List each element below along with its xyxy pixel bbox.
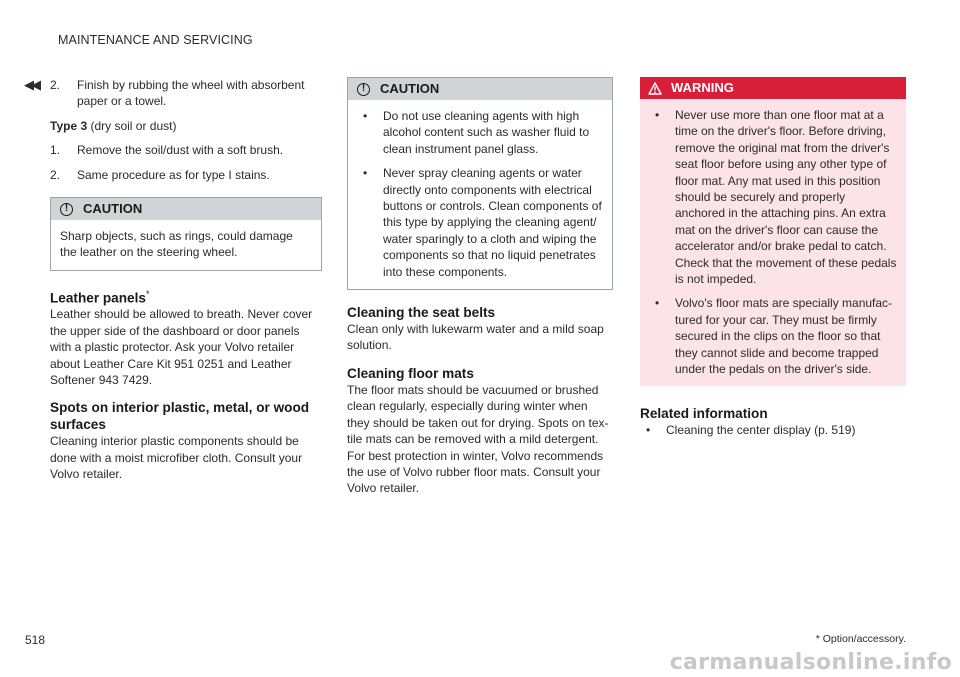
caution-icon: ! xyxy=(357,83,370,96)
bullet-dot: • xyxy=(646,422,651,437)
bullet-dot: • xyxy=(655,296,660,311)
option-asterisk: * xyxy=(145,288,150,299)
step-text: Remove the soil/dust with a soft brush. xyxy=(77,143,284,158)
caution-header xyxy=(348,78,612,100)
page-number: 518 xyxy=(25,633,46,647)
caution-icon: ! xyxy=(60,203,73,216)
type-3-desc: (dry soil or dust) xyxy=(87,118,177,133)
warning-title: WARNING xyxy=(671,79,734,95)
step-number: 1. xyxy=(50,143,61,158)
warning-body xyxy=(640,99,906,386)
warning-box xyxy=(640,77,906,386)
warning-triangle-icon xyxy=(648,82,662,95)
leather-panels-heading xyxy=(50,286,322,307)
floor-mats-heading: Cleaning floor mats xyxy=(347,365,474,381)
step-item xyxy=(50,142,322,158)
back-arrows-icon[interactable]: ◀◀ xyxy=(24,77,38,92)
bullet-text: Never use more than one floor mat at a time on the driver's floor. Before driving, remove the original mat from the driver's seat floor before using any other type of floor mat. Any mat used in this position should be securely and properly anchored in the attaching pins. An extra mat on the driver's floor can cause the accelerator and/or brake pedal to catch. Check that the movement of these pedals is not impeded. xyxy=(675,108,897,287)
bullet-text: Never spray cleaning agents or water directly onto components with electrical buttons or controls. Clean components of this type by applying the cleaning agent/ water sparingly to a cloth and wiping the components so that no liquid penetrates into these components. xyxy=(383,166,602,279)
step-text: Same procedure as for type I stains. xyxy=(77,167,270,182)
warning-header xyxy=(640,77,906,99)
warning-bullet xyxy=(649,107,897,287)
column-2 xyxy=(347,77,613,497)
caution-box xyxy=(347,77,613,290)
section-title: MAINTENANCE AND SERVICING xyxy=(58,33,253,47)
related-link-text[interactable]: Cleaning the center display (p. 519) xyxy=(666,422,856,437)
watermark: carmanualsonline.info xyxy=(669,650,952,675)
column-1 xyxy=(50,77,322,483)
seat-belts-heading: Cleaning the seat belts xyxy=(347,305,496,321)
bullet-text: Volvo's floor mats are specially manufac-tured for your car. They must be firmly secured in the clips on the floor so that they cannot slide and become trapped under the pedals on the driver's side. xyxy=(675,296,893,377)
type-3-label: Type 3 xyxy=(50,118,88,133)
bullet-text: Do not use cleaning agents with high alcohol content such as washer fluid to clean instrument panel glass. xyxy=(383,109,590,156)
step-item xyxy=(50,77,322,110)
spots-text: Cleaning interior plastic components should be done with a moist microfiber cloth. Consult your Volvo retailer. xyxy=(50,434,303,482)
step-text: Finish by rubbing the wheel with absorbent paper or a towel. xyxy=(77,78,305,109)
type-3-line xyxy=(50,118,322,134)
step-number: 2. xyxy=(50,78,61,92)
caution-bullet xyxy=(357,165,603,280)
floor-mats-text: The floor mats should be vacuumed or brushed clean regularly, especially during winter when they should be taken out for drying. Spots on tex-tile mats can be removed with a mild detergent. For best protection in winter, Volvo recommends the use of Volvo rubber floor mats. Consult your Volvo retailer. xyxy=(347,382,609,496)
caution-title: CAUTION xyxy=(83,200,143,216)
caution-bullet xyxy=(357,108,603,157)
spots-heading: Spots on interior plastic, metal, or wood surfaces xyxy=(50,400,310,433)
related-link-item[interactable] xyxy=(640,422,906,438)
seat-belts-text: Clean only with lukewarm water and a mild soap solution. xyxy=(347,322,604,353)
leather-panels-text: Leather should be allowed to breath. Never cover the upper side of the dashboard or door panels with a plastic protector. Ask your Volvo retailer about Leather Care Kit 951 0251 and Leather Softener 943 7429. xyxy=(50,307,313,387)
related-information-heading: Related information xyxy=(640,405,768,421)
leather-heading-text: Leather panels xyxy=(50,290,146,306)
caution-title: CAUTION xyxy=(380,80,440,96)
column-3 xyxy=(640,77,906,438)
bullet-dot: • xyxy=(363,109,368,123)
caution-body: Sharp objects, such as rings, could damage the leather on the steering wheel. xyxy=(60,229,293,260)
option-accessory-footnote: * Option/accessory. xyxy=(815,633,906,645)
caution-header xyxy=(51,198,321,220)
step-item xyxy=(50,167,322,183)
step-number: 2. xyxy=(50,167,61,182)
caution-body xyxy=(348,100,612,289)
bullet-dot: • xyxy=(655,108,660,122)
caution-box xyxy=(50,197,322,271)
bullet-dot: • xyxy=(363,166,368,181)
warning-bullet xyxy=(649,295,897,377)
